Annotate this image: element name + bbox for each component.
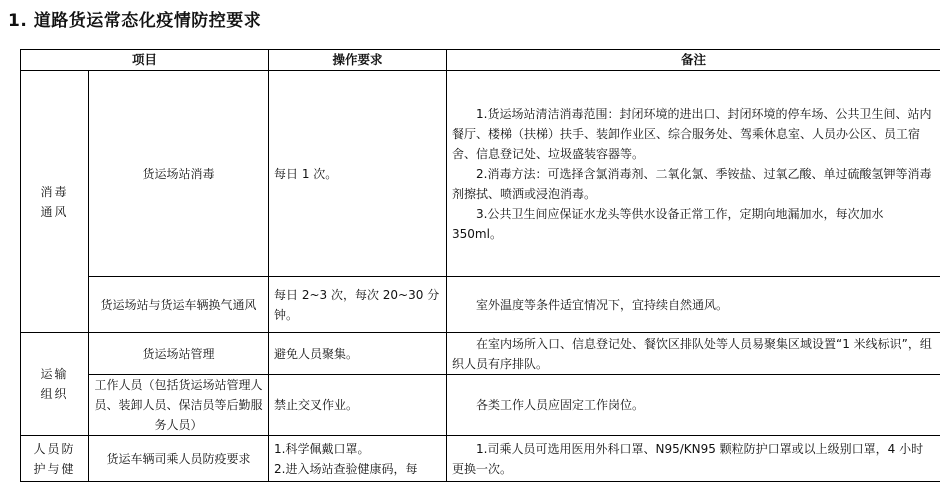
requirement-text: 避免人员聚集。 — [274, 346, 359, 361]
requirement-text: 每日 1 次。 — [274, 166, 338, 181]
header-notes: 备注 — [447, 50, 940, 71]
item-cell — [89, 71, 269, 277]
requirement-text: 2.进入场站查验健康码，每 — [274, 461, 418, 476]
requirement-cell — [269, 277, 447, 333]
category-label: 组织 — [40, 387, 69, 401]
notes-cell — [447, 436, 940, 482]
category-cell — [21, 333, 89, 436]
category-label: 护与健 — [33, 461, 76, 476]
notes-cell — [447, 277, 940, 333]
note-paragraph: 3.公共卫生间应保证水龙头等供水设备正常工作，定期向地漏加水，每次加水 350ml。 — [452, 206, 884, 241]
note-paragraph: 1.货运场站清洁消毒范围：封闭环境的进出口、封闭环境的停车场、公共卫生间、站内餐厅、楼梯（扶梯）扶手、装卸作业区、综合服务处、驾乘休息室、人员办公区、员工宿舍、信息登记处、垃圾盛装容器等。 — [452, 106, 932, 161]
requirements-table — [20, 49, 940, 482]
notes-cell — [447, 71, 940, 277]
item-cell — [89, 436, 269, 482]
category-cell — [21, 436, 89, 482]
category-label: 通风 — [40, 204, 69, 219]
requirement-cell — [269, 71, 447, 277]
requirement-cell — [269, 436, 447, 482]
category-label: 运输 — [40, 367, 69, 381]
notes-cell — [447, 333, 940, 375]
header-item: 项目 — [21, 50, 269, 71]
table-header-row — [21, 50, 940, 71]
item-label: 货运场站与货运车辆换气通风 — [100, 297, 257, 312]
table-row — [21, 436, 940, 482]
requirement-cell — [269, 333, 447, 375]
item-label: 货运场站消毒 — [142, 166, 215, 181]
note-paragraph: 在室内场所入口、信息登记处、餐饮区排队处等人员易聚集区域设置“1 米线标识”，组织人员有序排队。 — [452, 336, 932, 371]
table-row — [21, 333, 940, 375]
category-label: 消毒 — [40, 184, 69, 199]
table-row — [21, 375, 940, 436]
header-requirement: 操作要求 — [269, 50, 447, 71]
notes-cell — [447, 375, 940, 436]
item-cell — [89, 375, 269, 436]
category-cell — [21, 71, 89, 333]
item-cell — [89, 333, 269, 375]
table-row — [21, 71, 940, 277]
table-row — [21, 277, 940, 333]
note-paragraph: 各类工作人员应固定工作岗位。 — [476, 398, 645, 412]
item-cell — [89, 277, 269, 333]
requirement-text: 1.科学佩戴口罩。 — [274, 441, 370, 456]
requirement-text: 每日 2~3 次，每次 20~30 分钟。 — [274, 287, 440, 322]
note-paragraph: 1.司乘人员可选用医用外科口罩、N95/KN95 颗粒防护口罩或以上级别口罩，4 小时更换一次。 — [452, 441, 924, 476]
item-label: 工作人员（包括货运场站管理人员、装卸人员、保洁员等后勤服务人员） — [94, 378, 263, 432]
requirement-text: 禁止交叉作业。 — [274, 398, 359, 412]
category-label: 人员防 — [33, 441, 76, 456]
page-title: 1. 道路货运常态化疫情防控要求 — [8, 11, 262, 31]
item-label: 货运场站管理 — [142, 346, 215, 361]
requirement-cell — [269, 375, 447, 436]
note-paragraph: 室外温度等条件适宜情况下，宜持续自然通风。 — [476, 297, 729, 312]
note-paragraph: 2.消毒方法：可选择含氯消毒剂、二氧化氯、季铵盐、过氧乙酸、单过硫酸氢钾等消毒剂擦拭、喷洒或浸泡消毒。 — [452, 166, 932, 201]
item-label: 货运车辆司乘人员防疫要求 — [106, 451, 251, 466]
